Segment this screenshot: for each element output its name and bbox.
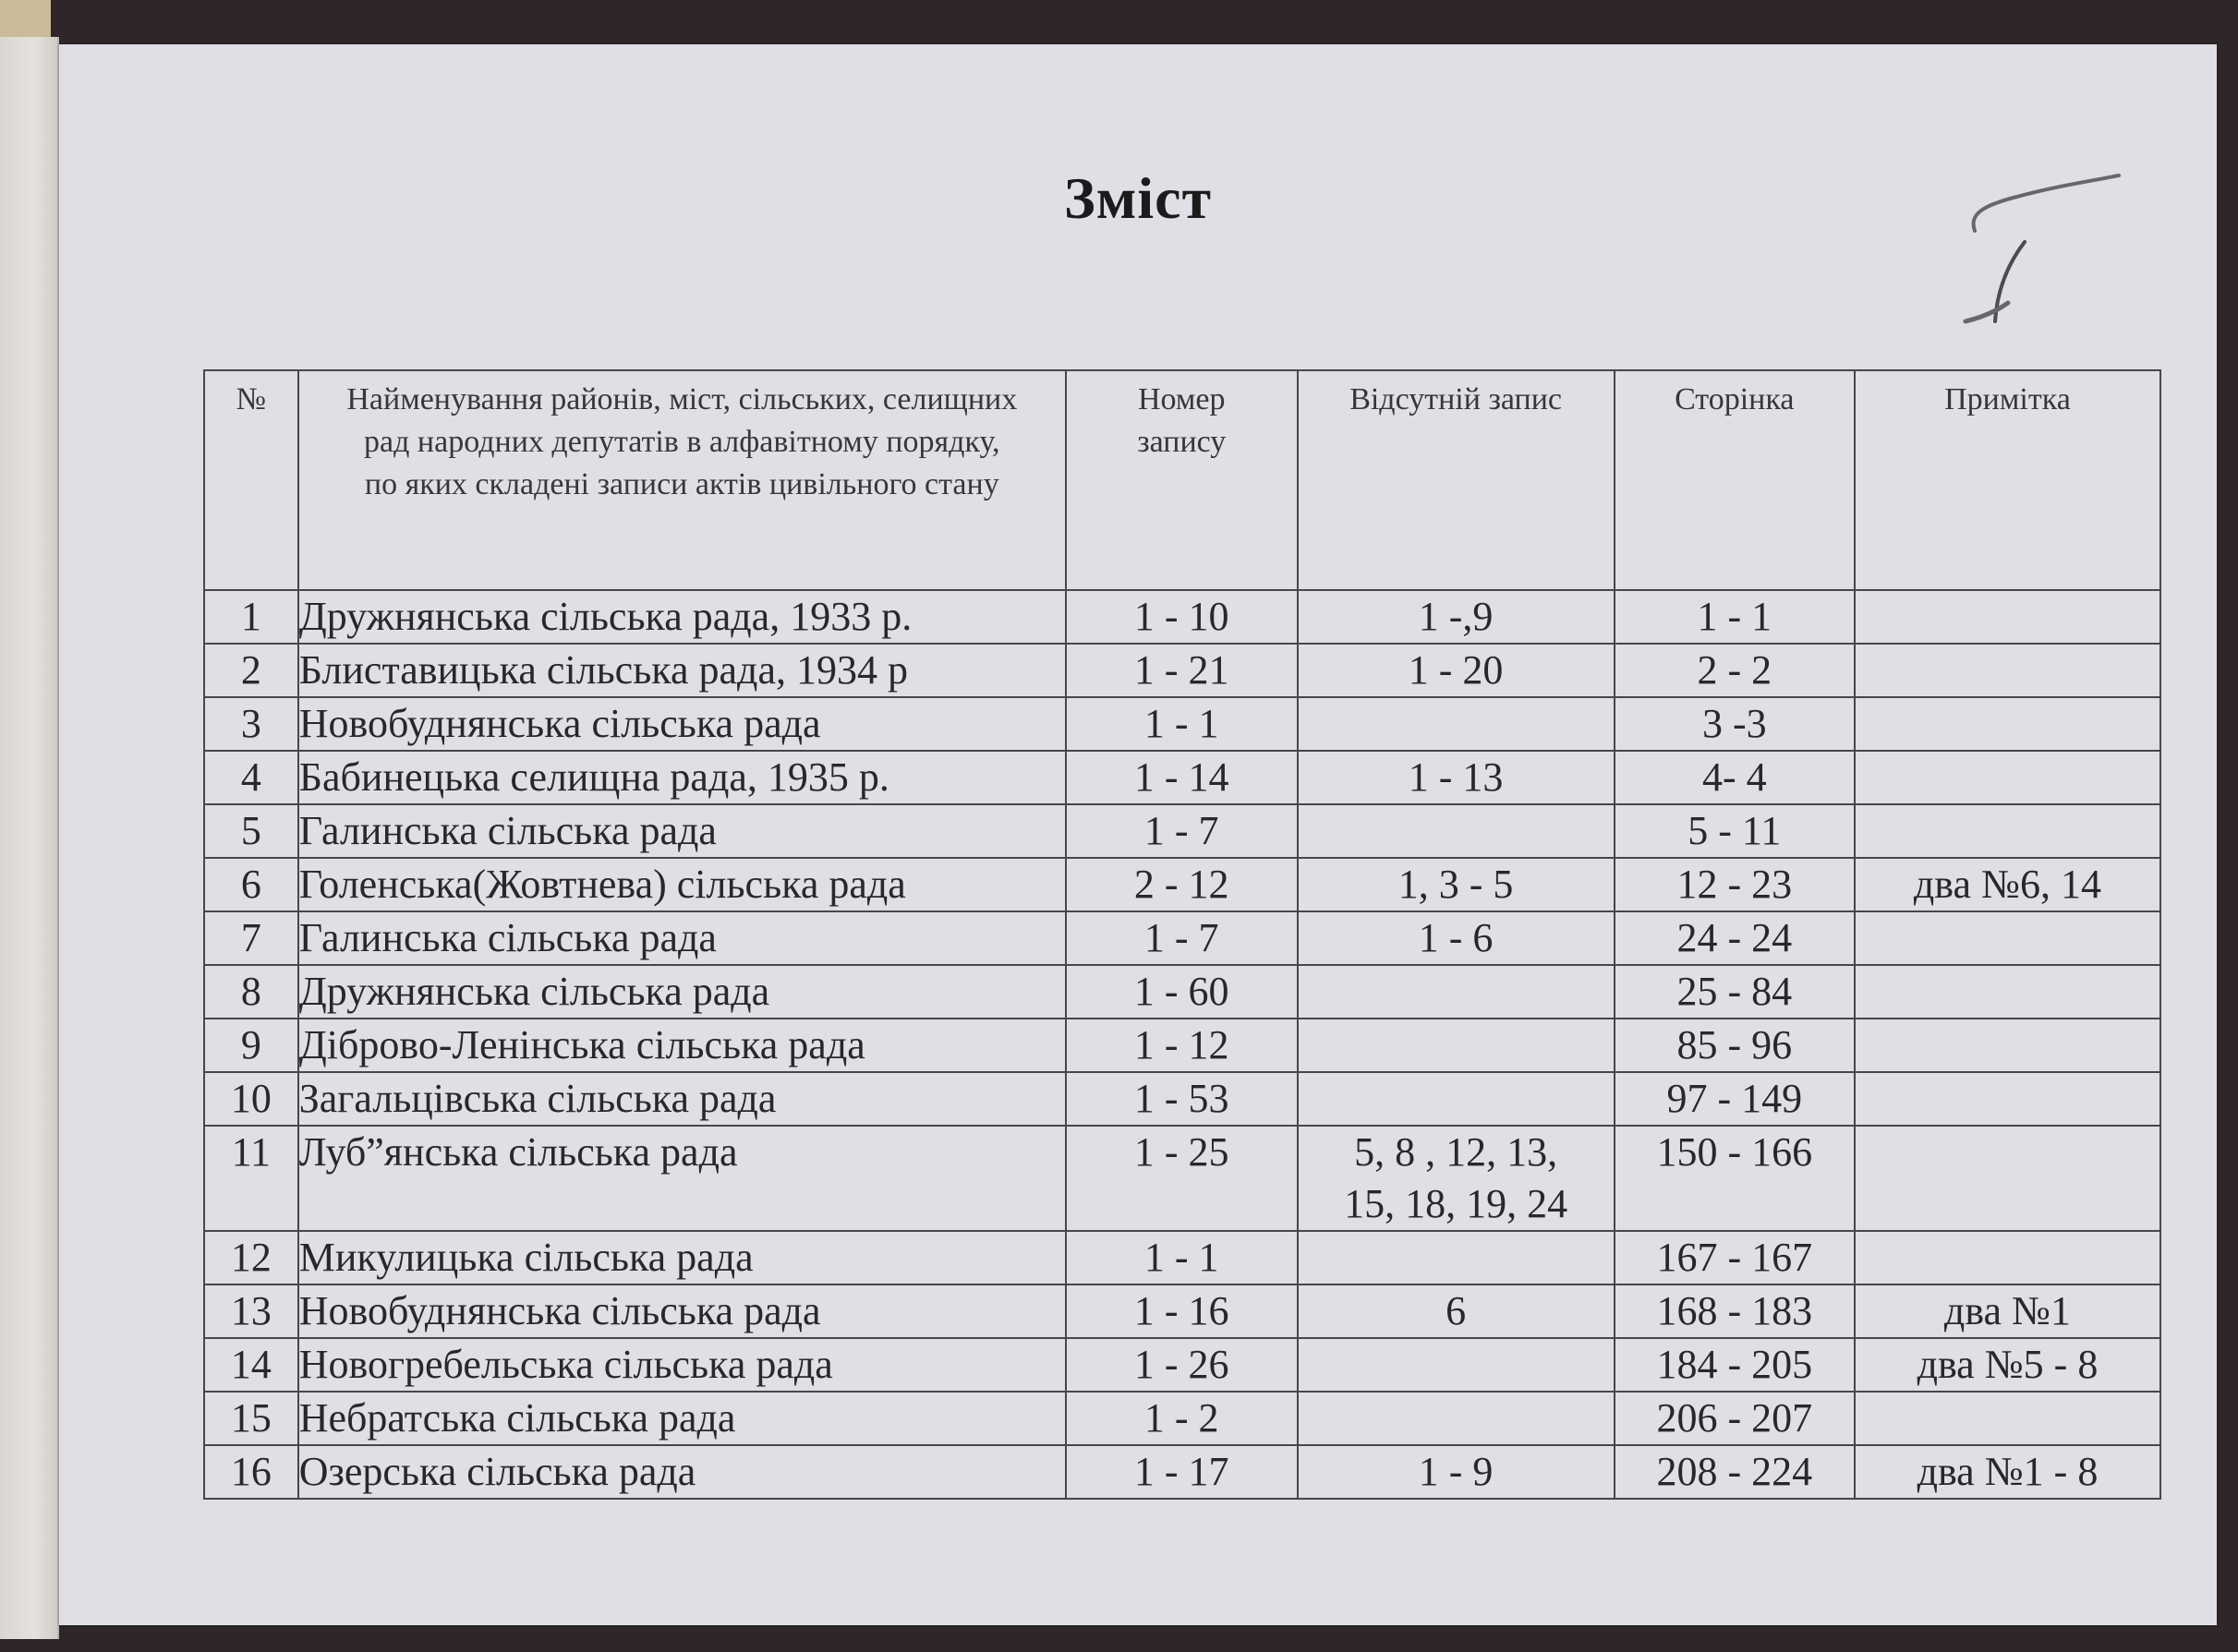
council-name: Загальцівська сільська рада [298, 1072, 1066, 1126]
council-name: Озерська сільська рада [298, 1445, 1066, 1499]
record-number: 2 - 12 [1066, 858, 1298, 911]
table-row [204, 1338, 2160, 1392]
note [1855, 1231, 2160, 1284]
record-number: 1 - 7 [1066, 804, 1298, 858]
council-name: Діброво-Ленінська сільська рада [298, 1019, 1066, 1072]
handwritten-roman-numeral-mark [1962, 127, 2147, 331]
page-range: 167 - 167 [1615, 1231, 1855, 1284]
council-name: Небратська сільська рада [298, 1392, 1066, 1445]
row-number: 15 [204, 1392, 298, 1445]
table-row [204, 1126, 2160, 1231]
note [1855, 644, 2160, 697]
table-row [204, 965, 2160, 1019]
note: два №1 - 8 [1855, 1445, 2160, 1499]
table-row [204, 858, 2160, 911]
row-number: 11 [204, 1126, 298, 1231]
record-number: 1 - 1 [1066, 697, 1298, 751]
record-number: 1 - 2 [1066, 1392, 1298, 1445]
page-range: 208 - 224 [1615, 1445, 1855, 1499]
row-number: 7 [204, 911, 298, 965]
missing-record-line-2: 15, 18, 19, 24 [1344, 1181, 1568, 1226]
header-record-number: Номер запису [1066, 370, 1298, 590]
record-number: 1 - 25 [1066, 1126, 1298, 1231]
missing-record: 6 [1298, 1284, 1615, 1338]
missing-record [1298, 1072, 1615, 1126]
page-range: 206 - 207 [1615, 1392, 1855, 1445]
council-name: Блиставицька сільська рада, 1934 р [298, 644, 1066, 697]
note [1855, 751, 2160, 804]
table-row [204, 1019, 2160, 1072]
page-range: 25 - 84 [1615, 965, 1855, 1019]
page-range: 97 - 149 [1615, 1072, 1855, 1126]
note [1855, 697, 2160, 751]
missing-record [1298, 1392, 1615, 1445]
council-name: Новобуднянська сільська рада [298, 1284, 1066, 1338]
page-range: 2 - 2 [1615, 644, 1855, 697]
missing-record [1298, 1231, 1615, 1284]
page-range: 3 -3 [1615, 697, 1855, 751]
page-title: Зміст [1064, 165, 1212, 231]
page-range: 168 - 183 [1615, 1284, 1855, 1338]
council-name: Новобуднянська сільська рада [298, 697, 1066, 751]
record-number: 1 - 26 [1066, 1338, 1298, 1392]
table-row [204, 590, 2160, 644]
row-number: 2 [204, 644, 298, 697]
header-page: Сторінка [1615, 370, 1855, 590]
row-number: 5 [204, 804, 298, 858]
record-number: 1 - 14 [1066, 751, 1298, 804]
row-number: 8 [204, 965, 298, 1019]
row-number: 4 [204, 751, 298, 804]
page-range: 4- 4 [1615, 751, 1855, 804]
council-name: Микулицька сільська рада [298, 1231, 1066, 1284]
row-number: 16 [204, 1445, 298, 1499]
record-number: 1 - 7 [1066, 911, 1298, 965]
table-row [204, 1445, 2160, 1499]
header-number: № [204, 370, 298, 590]
missing-record [1298, 804, 1615, 858]
note [1855, 965, 2160, 1019]
page-range: 12 - 23 [1615, 858, 1855, 911]
council-name: Галинська сільська рада [298, 911, 1066, 965]
table-row [204, 1231, 2160, 1284]
header-note: Примітка [1855, 370, 2160, 590]
missing-record: 1 -,9 [1298, 590, 1615, 644]
note [1855, 590, 2160, 644]
council-name: Дружнянська сільська рада [298, 965, 1066, 1019]
missing-record [1298, 1338, 1615, 1392]
table-row [204, 1392, 2160, 1445]
missing-record-line-1: 5, 8 , 12, 13, [1354, 1129, 1558, 1175]
record-number: 1 - 16 [1066, 1284, 1298, 1338]
header-name: Найменування районів, міст, сільських, селищних рад народних депутатів в алфавітному порядку, по яких складені записи актів цивільного стану [298, 370, 1066, 590]
note: два №1 [1855, 1284, 2160, 1338]
record-number: 1 - 17 [1066, 1445, 1298, 1499]
table-row [204, 804, 2160, 858]
document-page [59, 44, 2217, 1625]
missing-record: 1 - 20 [1298, 644, 1615, 697]
header-missing-record: Відсутній запис [1298, 370, 1615, 590]
table-row [204, 911, 2160, 965]
row-number: 1 [204, 590, 298, 644]
row-number: 13 [204, 1284, 298, 1338]
row-number: 14 [204, 1338, 298, 1392]
row-number: 6 [204, 858, 298, 911]
council-name: Дружнянська сільська рада, 1933 р. [298, 590, 1066, 644]
missing-record: 1 - 13 [1298, 751, 1615, 804]
missing-record [1298, 1126, 1615, 1231]
note [1855, 804, 2160, 858]
missing-record: 1 - 6 [1298, 911, 1615, 965]
row-number: 3 [204, 697, 298, 751]
record-number: 1 - 12 [1066, 1019, 1298, 1072]
table-row [204, 1284, 2160, 1338]
table-row [204, 644, 2160, 697]
note: два №6, 14 [1855, 858, 2160, 911]
page-range: 150 - 166 [1615, 1126, 1855, 1231]
council-name: Голенська(Жовтнева) сільська рада [298, 858, 1066, 911]
note [1855, 1072, 2160, 1126]
note: два №5 - 8 [1855, 1338, 2160, 1392]
note [1855, 1126, 2160, 1231]
row-number: 12 [204, 1231, 298, 1284]
missing-record [1298, 697, 1615, 751]
record-number: 1 - 53 [1066, 1072, 1298, 1126]
council-name: Луб”янська сільська рада [298, 1126, 1066, 1231]
page-range: 5 - 11 [1615, 804, 1855, 858]
council-name: Галинська сільська рада [298, 804, 1066, 858]
page-range: 1 - 1 [1615, 590, 1855, 644]
row-number: 10 [204, 1072, 298, 1126]
missing-record [1298, 1019, 1615, 1072]
contents-table [203, 369, 2161, 1500]
missing-record: 1, 3 - 5 [1298, 858, 1615, 911]
table-header-row [204, 370, 2160, 590]
book-spine [0, 37, 59, 1639]
record-number: 1 - 60 [1066, 965, 1298, 1019]
page-range: 85 - 96 [1615, 1019, 1855, 1072]
table-row [204, 1072, 2160, 1126]
record-number: 1 - 21 [1066, 644, 1298, 697]
table-row [204, 697, 2160, 751]
row-number: 9 [204, 1019, 298, 1072]
table-row [204, 751, 2160, 804]
page-range: 24 - 24 [1615, 911, 1855, 965]
page-range: 184 - 205 [1615, 1338, 1855, 1392]
missing-record [1298, 965, 1615, 1019]
note [1855, 911, 2160, 965]
council-name: Новогребельська сільська рада [298, 1338, 1066, 1392]
council-name: Бабинецька селищна рада, 1935 р. [298, 751, 1066, 804]
missing-record: 1 - 9 [1298, 1445, 1615, 1499]
note [1855, 1392, 2160, 1445]
note [1855, 1019, 2160, 1072]
record-number: 1 - 1 [1066, 1231, 1298, 1284]
record-number: 1 - 10 [1066, 590, 1298, 644]
